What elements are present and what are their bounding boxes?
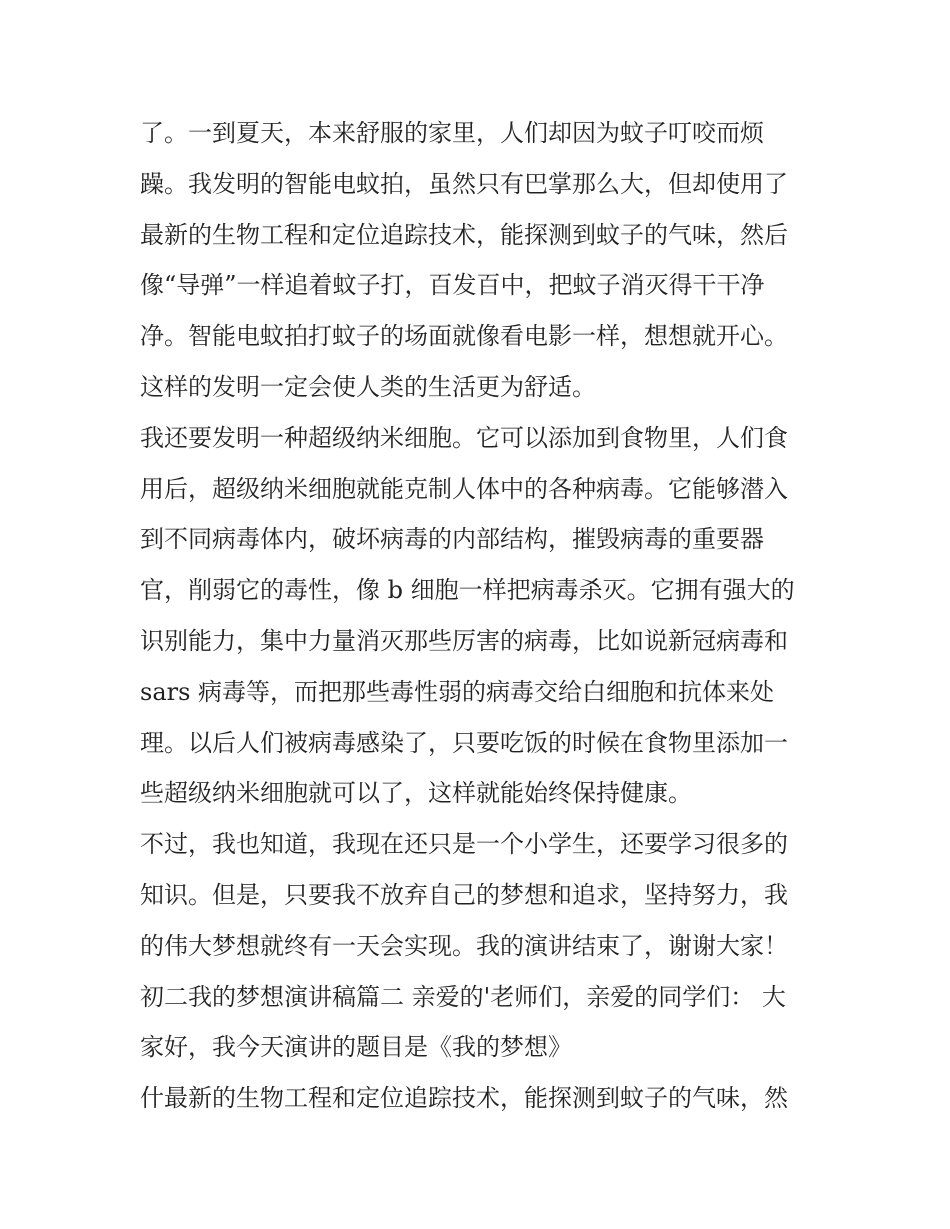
text-line: sars 病毒等，而把那些毒性弱的病毒交给白细胞和抗体来处 (140, 677, 775, 706)
text-line: 理。以后人们被病毒感染了，只要吃饭的时候在食物里添加一 (140, 728, 788, 757)
text-line: 了。一到夏天，本来舒服的家里，人们却因为蚊子叮咬而烦 (140, 119, 764, 147)
text-line: 净。智能电蚊拍打蚊子的场面就像看电影一样，想想就开心。 (140, 322, 788, 351)
text-line: 的伟大梦想就终有一天会实现。我的演讲结束了，谢谢大家！ (140, 931, 788, 960)
text-line: 最新的生物工程和定位追踪技术，能探测到蚊子的气味，然后 (140, 220, 788, 249)
text-line: 官，削弱它的毒性，像 b 细胞一样把病毒杀灭。它拥有强大的 (140, 576, 795, 605)
text-line: 我还要发明一种超级纳米细胞。它可以添加到食物里，人们食 (140, 423, 788, 452)
text-line: 家好，我今天演讲的题目是《我的梦想》 (140, 1033, 572, 1062)
text-line: 什最新的生物工程和定位追踪技术，能探测到蚊子的气味，然 (140, 1084, 788, 1113)
text-line: 这样的发明一定会使人类的生活更为舒适。 (140, 372, 596, 401)
text-line: 像“导弹”一样追着蚊子打，百发百中，把蚊子消灭得干干净 (140, 271, 765, 300)
text-line: 用后，超级纳米细胞就能克制人体中的各种病毒。它能够潜入 (140, 474, 788, 503)
text-line: 知识。但是，只要我不放弃自己的梦想和追求，坚持努力，我 (140, 880, 788, 909)
document-body (140, 108, 820, 1124)
text-line: 些超级纳米细胞就可以了，这样就能始终保持健康。 (140, 779, 692, 808)
text-line: 初二我的梦想演讲稿篇二 亲爱的'老师们，亲爱的同学们： 大 (140, 982, 786, 1011)
text-line: 不过，我也知道，我现在还只是一个小学生，还要学习很多的 (140, 830, 788, 859)
text-line: 识别能力，集中力量消灭那些厉害的病毒，比如说新冠病毒和 (140, 626, 788, 655)
text-line: 到不同病毒体内，破坏病毒的内部结构，摧毁病毒的重要器 (140, 525, 764, 554)
text-line: 躁。我发明的智能电蚊拍，虽然只有巴掌那么大，但却使用了 (140, 169, 788, 198)
